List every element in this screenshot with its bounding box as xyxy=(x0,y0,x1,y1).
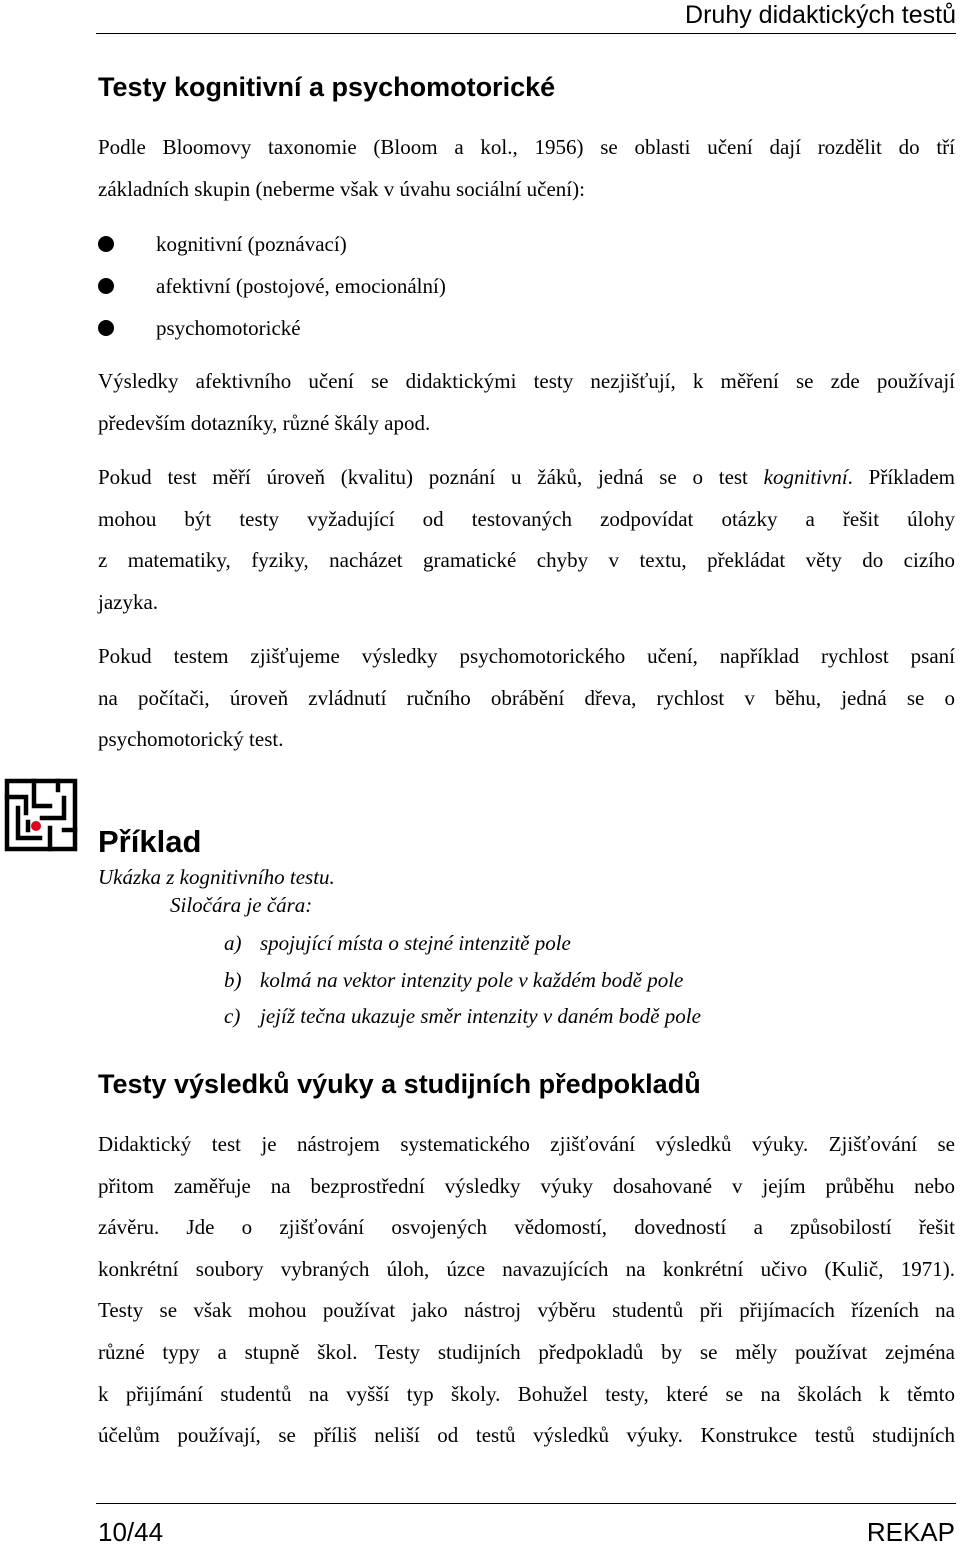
bullet-icon xyxy=(98,236,114,252)
running-title: Druhy didaktických testů xyxy=(685,1,956,29)
intro-line: Podle Bloomovy taxonomie (Bloom a kol., 1956) se oblasti učení dají rozdělit do tří xyxy=(98,135,955,159)
maze-goal-dot xyxy=(31,821,41,831)
section-heading-cognitive: Testy kognitivní a psychomotorické xyxy=(98,72,556,102)
footer-brand: REKAP xyxy=(866,1517,955,1547)
option-letter: b) xyxy=(224,967,242,992)
bullet-icon xyxy=(98,320,114,336)
cognitive-paragraph xyxy=(98,457,955,623)
learning-domains-list xyxy=(98,224,898,350)
paragraph-line: z matematiky, fyziky, nacházet gramatické chyby v textu, překládat věty do cizího xyxy=(98,548,955,573)
bullet-icon xyxy=(98,278,114,294)
outcomes-paragraph xyxy=(98,1124,955,1457)
paragraph-line xyxy=(98,457,955,499)
paragraph-line: Výsledky afektivního učení se didaktickými testy nezjišťují, k měření se zde používají xyxy=(98,369,955,393)
answer-option xyxy=(224,962,701,999)
maze-icon xyxy=(4,778,78,852)
paragraph-line: psychomotorický test. xyxy=(98,727,284,752)
list-item xyxy=(98,224,898,266)
page-number: 10/44 xyxy=(98,1517,164,1547)
list-item xyxy=(98,308,898,350)
example-subtitle: Ukázka z kognitivního testu. xyxy=(98,865,335,889)
paragraph-line: především dotazníky, různé škály apod. xyxy=(98,410,431,435)
intro-line: základních skupin (neberme však v úvahu sociální učení): xyxy=(98,176,585,201)
paragraph-line: závěru. Jde o zjišťování osvojených vědomostí, dovedností a způsobilostí řešit xyxy=(98,1215,955,1240)
section-heading-outcomes: Testy výsledků výuky a studijních předpokladů xyxy=(98,1069,701,1099)
paragraph-line: Pokud testem zjišťujeme výsledky psychomotorického učení, například rychlost psaní xyxy=(98,644,955,668)
psychomotor-paragraph xyxy=(98,636,955,761)
example-title: Příklad xyxy=(98,824,202,859)
list-item-label: kognitivní (poznávací) xyxy=(156,232,347,256)
cognitive-term: kognitivní xyxy=(763,465,848,489)
cognitive-prefix: Pokud test měří úroveň (kvalitu) poznání u žáků, jedná se o test xyxy=(98,465,764,489)
answer-option xyxy=(224,998,701,1035)
list-item-label: psychomotorické xyxy=(156,316,301,340)
list-item xyxy=(98,266,898,308)
option-letter: c) xyxy=(224,1004,241,1028)
intro-paragraph xyxy=(98,127,955,210)
cognitive-suffix: . Příkladem xyxy=(847,465,955,489)
option-text: spojující místa o stejné intenzitě pole xyxy=(260,931,571,955)
example-question: Siločára je čára: xyxy=(170,893,313,917)
paragraph-line: jazyka. xyxy=(98,589,159,614)
option-text: kolmá na vektor intenzity pole v každém bodě pole xyxy=(260,967,684,992)
paragraph-line: konkrétní soubory vybraných úloh, úzce navazujících na konkrétní učivo (Kulič, 1971). xyxy=(98,1256,955,1281)
paragraph-line: účelům používají, se příliš neliší od testů výsledků výuky. Konstrukce testů studijních xyxy=(98,1423,955,1448)
footer-divider xyxy=(96,1503,956,1504)
list-item-label: afektivní (postojové, emocionální) xyxy=(156,274,446,298)
answer-options xyxy=(224,925,701,1035)
paragraph-line: různé typy a stupně škol. Testy studijních předpokladů by se měly používat zejména xyxy=(98,1339,955,1364)
paragraph-line: na počítači, úroveň zvládnutí ručního obrábění dřeva, rychlost v běhu, jedná se o xyxy=(98,685,955,710)
paragraph-line: Testy se však mohou používat jako nástroj výběru studentů při přijímacích řízeních na xyxy=(98,1298,955,1323)
paragraph-line: přitom zaměřuje na bezprostřední výsledky výuky dosahované v jejím průběhu nebo xyxy=(98,1173,955,1198)
paragraph-line: k přijímání studentů na vyšší typ školy. Bohužel testy, které se na školách k těmto xyxy=(98,1381,955,1406)
affective-paragraph xyxy=(98,361,955,444)
paragraph-line: mohou být testy vyžadující od testovaných zodpovídat otázky a řešit úlohy xyxy=(98,506,955,531)
option-letter: a) xyxy=(224,931,242,955)
paragraph-line: Didaktický test je nástrojem systematického zjišťování výsledků výuky. Zjišťování se xyxy=(98,1132,955,1156)
running-header xyxy=(96,0,956,34)
answer-option xyxy=(224,925,701,962)
option-text: jejíž tečna ukazuje směr intenzity v daném bodě pole xyxy=(260,1004,701,1028)
